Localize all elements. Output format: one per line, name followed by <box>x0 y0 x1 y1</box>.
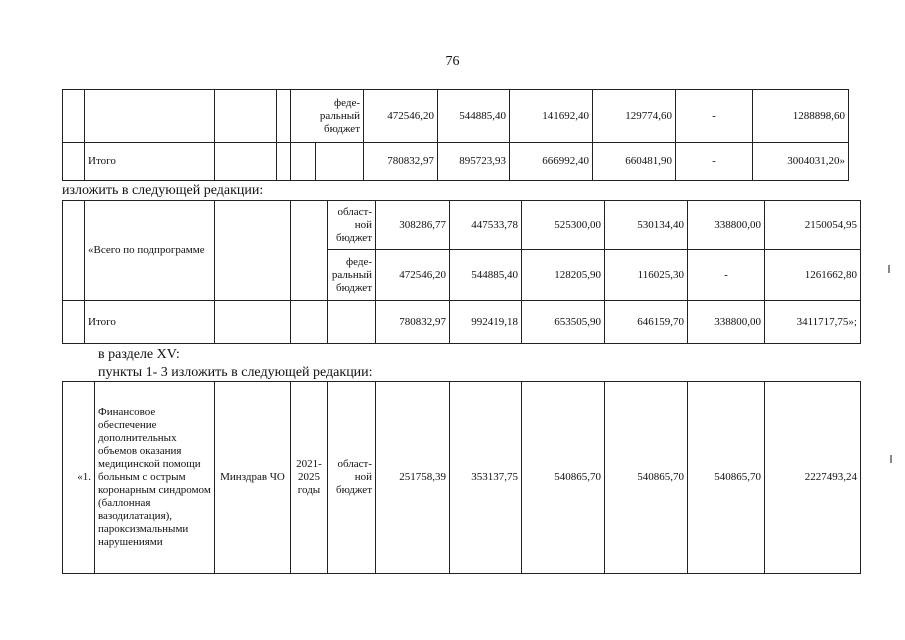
section-heading-text: в разделе XV: <box>98 347 180 362</box>
table-row <box>63 90 849 143</box>
page-number: 76 <box>445 54 460 69</box>
value-cell: 540865,70 <box>522 382 605 574</box>
funding-source-cell: област- ной бюджет <box>328 201 376 250</box>
value-cell: 338800,00 <box>688 301 765 344</box>
value-cell: 472546,20 <box>376 250 450 301</box>
value-cell: - <box>688 250 765 301</box>
value-cell: 1261662,80 <box>765 250 861 301</box>
executor-cell <box>215 301 291 344</box>
scan-mark <box>888 265 890 273</box>
funding-source-cell: феде- ральный бюджет <box>291 90 364 143</box>
row-label-cell <box>85 90 215 143</box>
spacer-cell <box>291 143 316 181</box>
scan-mark <box>890 455 892 463</box>
row-number-cell <box>63 143 85 181</box>
table-section-xv-items <box>62 381 861 574</box>
instruction-text: изложить в следующей редакции: <box>62 183 264 198</box>
value-cell: 525300,00 <box>522 201 605 250</box>
funding-source-cell <box>328 301 376 344</box>
value-cell: 780832,97 <box>376 301 450 344</box>
value-cell: 540865,70 <box>688 382 765 574</box>
table-row <box>63 382 861 574</box>
value-cell: 895723,93 <box>438 143 510 181</box>
value-cell: 2150054,95 <box>765 201 861 250</box>
value-cell: 251758,39 <box>376 382 450 574</box>
executor-cell <box>215 201 291 301</box>
value-cell: 544885,40 <box>438 90 510 143</box>
value-cell: 3004031,20» <box>753 143 849 181</box>
table-row <box>63 301 861 344</box>
value-cell: 992419,18 <box>450 301 522 344</box>
executor-cell <box>215 143 277 181</box>
instruction-text: пункты 1- 3 изложить в следующей редакции: <box>98 365 373 380</box>
row-number-cell <box>63 301 85 344</box>
funding-source-cell: област- ной бюджет <box>328 382 376 574</box>
value-cell: 540865,70 <box>605 382 688 574</box>
value-cell: 780832,97 <box>364 143 438 181</box>
value-cell: 116025,30 <box>605 250 688 301</box>
value-cell: 129774,60 <box>593 90 676 143</box>
value-cell: 3411717,75»; <box>765 301 861 344</box>
row-number-cell: «1. <box>63 382 95 574</box>
value-cell: 544885,40 <box>450 250 522 301</box>
value-cell: 447533,78 <box>450 201 522 250</box>
table-subprogram-total <box>62 200 861 344</box>
period-cell <box>291 201 328 301</box>
value-cell: 1288898,60 <box>753 90 849 143</box>
period-cell <box>277 90 291 143</box>
row-number-cell <box>63 201 85 301</box>
value-cell: 646159,70 <box>605 301 688 344</box>
value-cell: 472546,20 <box>364 90 438 143</box>
value-cell: 2227493,24 <box>765 382 861 574</box>
table-federal-budget-previous <box>62 89 849 181</box>
row-description-cell: Финансовое обеспечение дополнительных объемов оказания медицинской помощи больным с острым коронарным синдромом (баллонная вазодилатация), пароксизмальными нарушениями <box>95 382 215 574</box>
value-cell: 338800,00 <box>688 201 765 250</box>
value-cell: 653505,90 <box>522 301 605 344</box>
value-cell: - <box>676 90 753 143</box>
value-cell: 141692,40 <box>510 90 593 143</box>
executor-cell: Минздрав ЧО <box>215 382 291 574</box>
period-cell <box>277 143 291 181</box>
value-cell: 660481,90 <box>593 143 676 181</box>
row-label-cell: Итого <box>85 301 215 344</box>
value-cell: 308286,77 <box>376 201 450 250</box>
value-cell: - <box>676 143 753 181</box>
row-label-cell: «Всего по подпрограмме <box>85 201 215 301</box>
funding-source-cell: феде- ральный бюджет <box>328 250 376 301</box>
funding-source-cell <box>316 143 364 181</box>
value-cell: 666992,40 <box>510 143 593 181</box>
table-row <box>63 143 849 181</box>
value-cell: 128205,90 <box>522 250 605 301</box>
table-row <box>63 201 861 250</box>
value-cell: 353137,75 <box>450 382 522 574</box>
period-cell <box>291 301 328 344</box>
executor-cell <box>215 90 277 143</box>
value-cell: 530134,40 <box>605 201 688 250</box>
period-cell: 2021- 2025 годы <box>291 382 328 574</box>
row-number-cell <box>63 90 85 143</box>
row-label-cell: Итого <box>85 143 215 181</box>
